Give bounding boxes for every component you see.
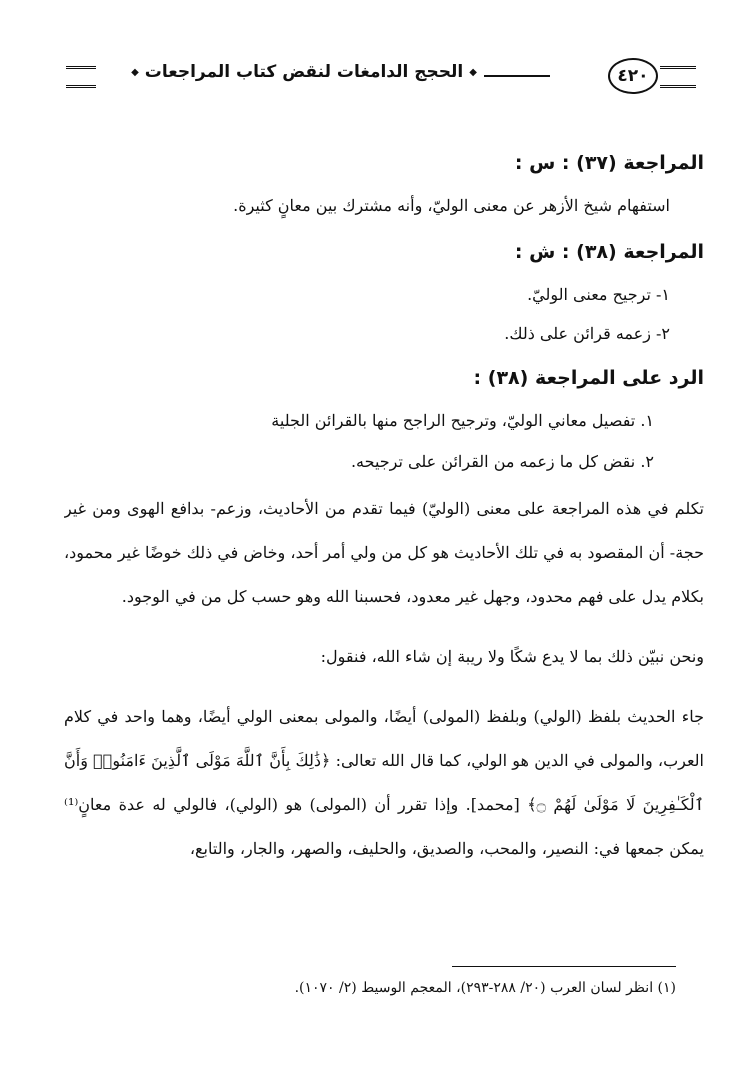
- page-header: [60, 56, 700, 96]
- heading-review-37: المراجعة (٣٧) : س :: [514, 152, 704, 174]
- body-paragraph-1: تكلم في هذه المراجعة على معنى (الوليّ) فيما تقدم من الأحاديث، وزعم- بدافع الهوى ومن غير حجة- أن المقصود به في تلك الأحاديث هو كل من ولي أمر أحد، وخاض في ذلك خوضًا غير محمود، بكلام يدل على فهم محدود، وجهل غير معدود، فحسبنا الله وهو حسب كل من في الوجود.: [64, 499, 704, 606]
- heading-review-38: المراجعة (٣٨) : ش :: [514, 241, 704, 263]
- reply-item-2: ٢. نقض كل ما زعمه من القرائن على ترجيحه.: [350, 452, 654, 471]
- summary-review-37: استفهام شيخ الأزهر عن معنى الوليّ، وأنه مشترك بين معانٍ كثيرة.: [233, 196, 670, 215]
- header-ornament-right: [660, 66, 696, 88]
- heading-reply-38: الرد على المراجعة (٣٨) :: [473, 367, 704, 389]
- list-item-38-1: ١- ترجيح معنى الوليّ.: [527, 285, 670, 304]
- body-paragraph-2: ونحن نبيّن ذلك بما لا يدع شكًا ولا ريبة إن شاء الله، فنقول:: [320, 647, 704, 666]
- list-item-38-2: ٢- زعمه قرائن على ذلك.: [504, 324, 670, 343]
- page-content: [64, 140, 704, 960]
- body-paragraph-3: جاء الحديث بلفظ (الولي) وبلفظ (المولى) أيضًا، والمولى بمعنى الولي أيضًا، وهما واحد في كلام العرب، والمولى في الدين هو الولي، كما قال الله تعالى: ﴿ذَٰلِكَ بِأَنَّ ٱللَّهَ مَوْلَى ٱلَّذِينَ ءَامَنُوا۟ وَأَنَّ ٱلْكَـٰفِرِينَ لَا مَوْلَىٰ لَهُمْ ۝﴾ [محمد]. وإذا تقرر أن (المولى) هو (الولي)، فالولي له عدة معانٍ⁽¹⁾ يمكن جمعها في: النصير، والمحب، والصديق، والحليف، والصهر، والجار، والتابع،: [64, 707, 704, 858]
- reply-item-1: ١. تفصيل معاني الوليّ، وترجيح الراجح منها بالقرائن الجلية: [271, 411, 654, 430]
- book-title: ◆ الحجج الدامغات لنقض كتاب المراجعات ◆: [124, 62, 484, 82]
- footnote-separator: [452, 966, 676, 967]
- header-ornament-left: [66, 66, 96, 88]
- footnote: (١) انظر لسان العرب (٢٠/ ٢٨٨-٢٩٣)، المعجم الوسيط (٢/ ١٠٧٠).: [294, 980, 676, 996]
- page-number: ٤٢٠: [608, 58, 658, 94]
